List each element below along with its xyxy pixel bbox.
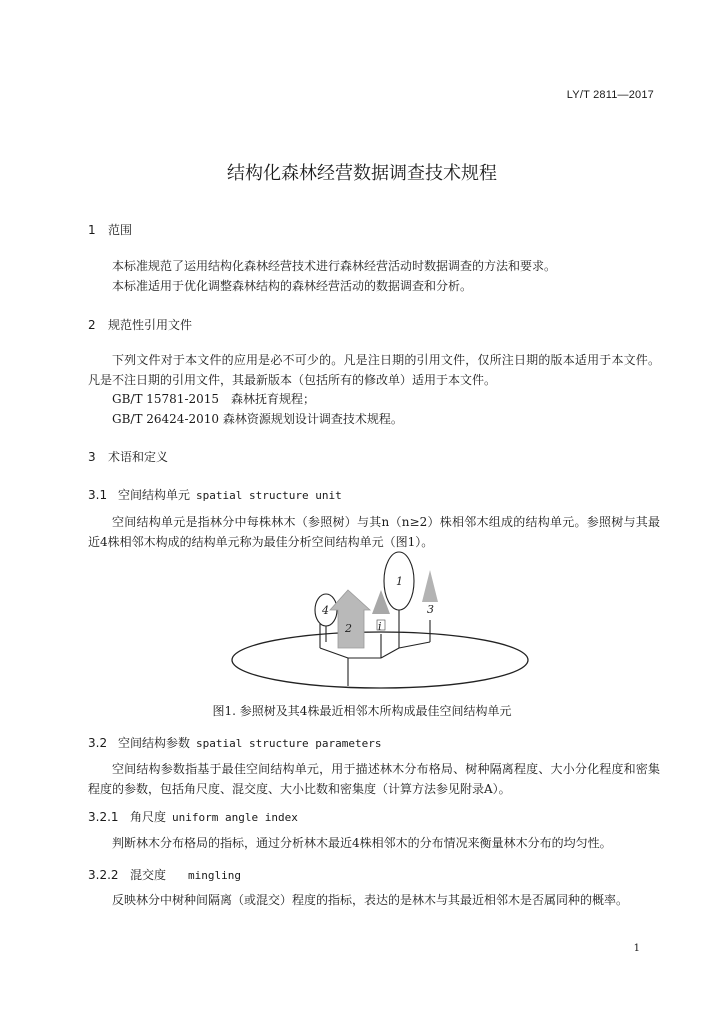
subsection-3-2-2-heading	[88, 866, 241, 883]
section-2-heading	[88, 316, 192, 333]
subsection-title: 混交度	[130, 868, 167, 882]
subsection-title: 空间结构单元	[118, 488, 191, 502]
figure-caption: 图1. 参照树及其4株最近相邻木所构成最佳空间结构单元	[212, 704, 512, 718]
subsection-number: 3.2	[88, 736, 108, 750]
tree-label-3: 3	[427, 603, 434, 616]
subsection-3-2-paragraph: 空间结构参数指基于最佳空间结构单元，用于描述林木分布格局、树种隔离程度、大小分化程度和密集程度的参数，包括角尺度、混交度、大小比数和密集度（计算方法参见附录A）。	[88, 762, 660, 796]
section-3-heading	[88, 448, 168, 465]
neighbor-tree-3	[422, 570, 438, 616]
subsection-3-2-1-heading	[88, 808, 298, 825]
document-title: 结构化森林经营数据调查技术规程	[227, 163, 497, 184]
subsection-3-2-heading	[88, 734, 381, 751]
section-1-heading	[88, 221, 132, 238]
subsection-number: 3.2.1	[88, 810, 119, 824]
subsection-3-2-2-paragraph: 反映林分中树种间隔离（或混交）程度的指标，表达的是林木与其最近相邻木是否属同种的概率。	[112, 893, 629, 907]
reference-item: GB/T 15781-2015 森林抚育规程；	[112, 392, 316, 406]
tree-label-1: 1	[396, 575, 403, 588]
section-title: 范围	[108, 223, 133, 237]
subsection-english-title: uniform angle index	[172, 811, 298, 824]
standard-code: LY/T 2811—2017	[566, 89, 654, 101]
subsection-3-2-1-paragraph: 判断林木分布格局的指标，通过分析林木最近4株相邻木的分布情况来衡量林木分布的均匀性。	[112, 836, 612, 850]
neighbor-tree-1	[384, 552, 414, 610]
subsection-3-1-paragraph: 空间结构单元是指林分中每株林木（参照树）与其n（n≥2）株相邻木组成的结构单元。参照树与其最近4株相邻木构成的结构单元称为最佳分析空间结构单元（图1）。	[88, 515, 660, 549]
subsection-number: 3.1	[88, 488, 108, 502]
subsection-title: 角尺度	[130, 810, 167, 824]
section-title: 术语和定义	[108, 450, 169, 464]
tree-label-i: i	[378, 620, 382, 633]
subsection-3-1-heading	[88, 486, 342, 503]
subsection-number: 3.2.2	[88, 868, 119, 882]
page-number: 1	[633, 943, 640, 954]
subsection-title: 空间结构参数	[118, 736, 191, 750]
section-number: 1	[88, 223, 96, 237]
section-2-paragraph-1: 下列文件对于本文件的应用是必不可少的。凡是注日期的引用文件，仅所注日期的版本适用于本文件。凡是不注日期的引用文件，其最新版本（包括所有的修改单）适用于本文件。	[88, 353, 660, 387]
neighbor-tree-2	[330, 590, 370, 648]
section-number: 2	[88, 318, 96, 332]
section-number: 3	[88, 450, 96, 464]
subsection-english-title: spatial structure unit	[196, 489, 342, 502]
tree-label-4: 4	[322, 604, 329, 617]
structure-unit-figure	[226, 548, 538, 698]
subsection-english-title: mingling	[188, 869, 241, 882]
tree-label-2: 2	[345, 622, 352, 635]
section-title: 规范性引用文件	[108, 318, 193, 332]
reference-item: GB/T 26424-2010 森林资源规划设计调查技术规程。	[112, 412, 403, 426]
ground-ellipse	[232, 632, 528, 688]
subsection-english-title: spatial structure parameters	[196, 737, 382, 750]
section-1-paragraph-2: 本标准适用于优化调整森林结构的森林经营活动的数据调查和分析。	[112, 279, 473, 293]
connection-lines	[320, 610, 430, 686]
section-1-paragraph-1: 本标准规范了运用结构化森林经营技术进行森林经营活动时数据调查的方法和要求。	[112, 259, 557, 273]
